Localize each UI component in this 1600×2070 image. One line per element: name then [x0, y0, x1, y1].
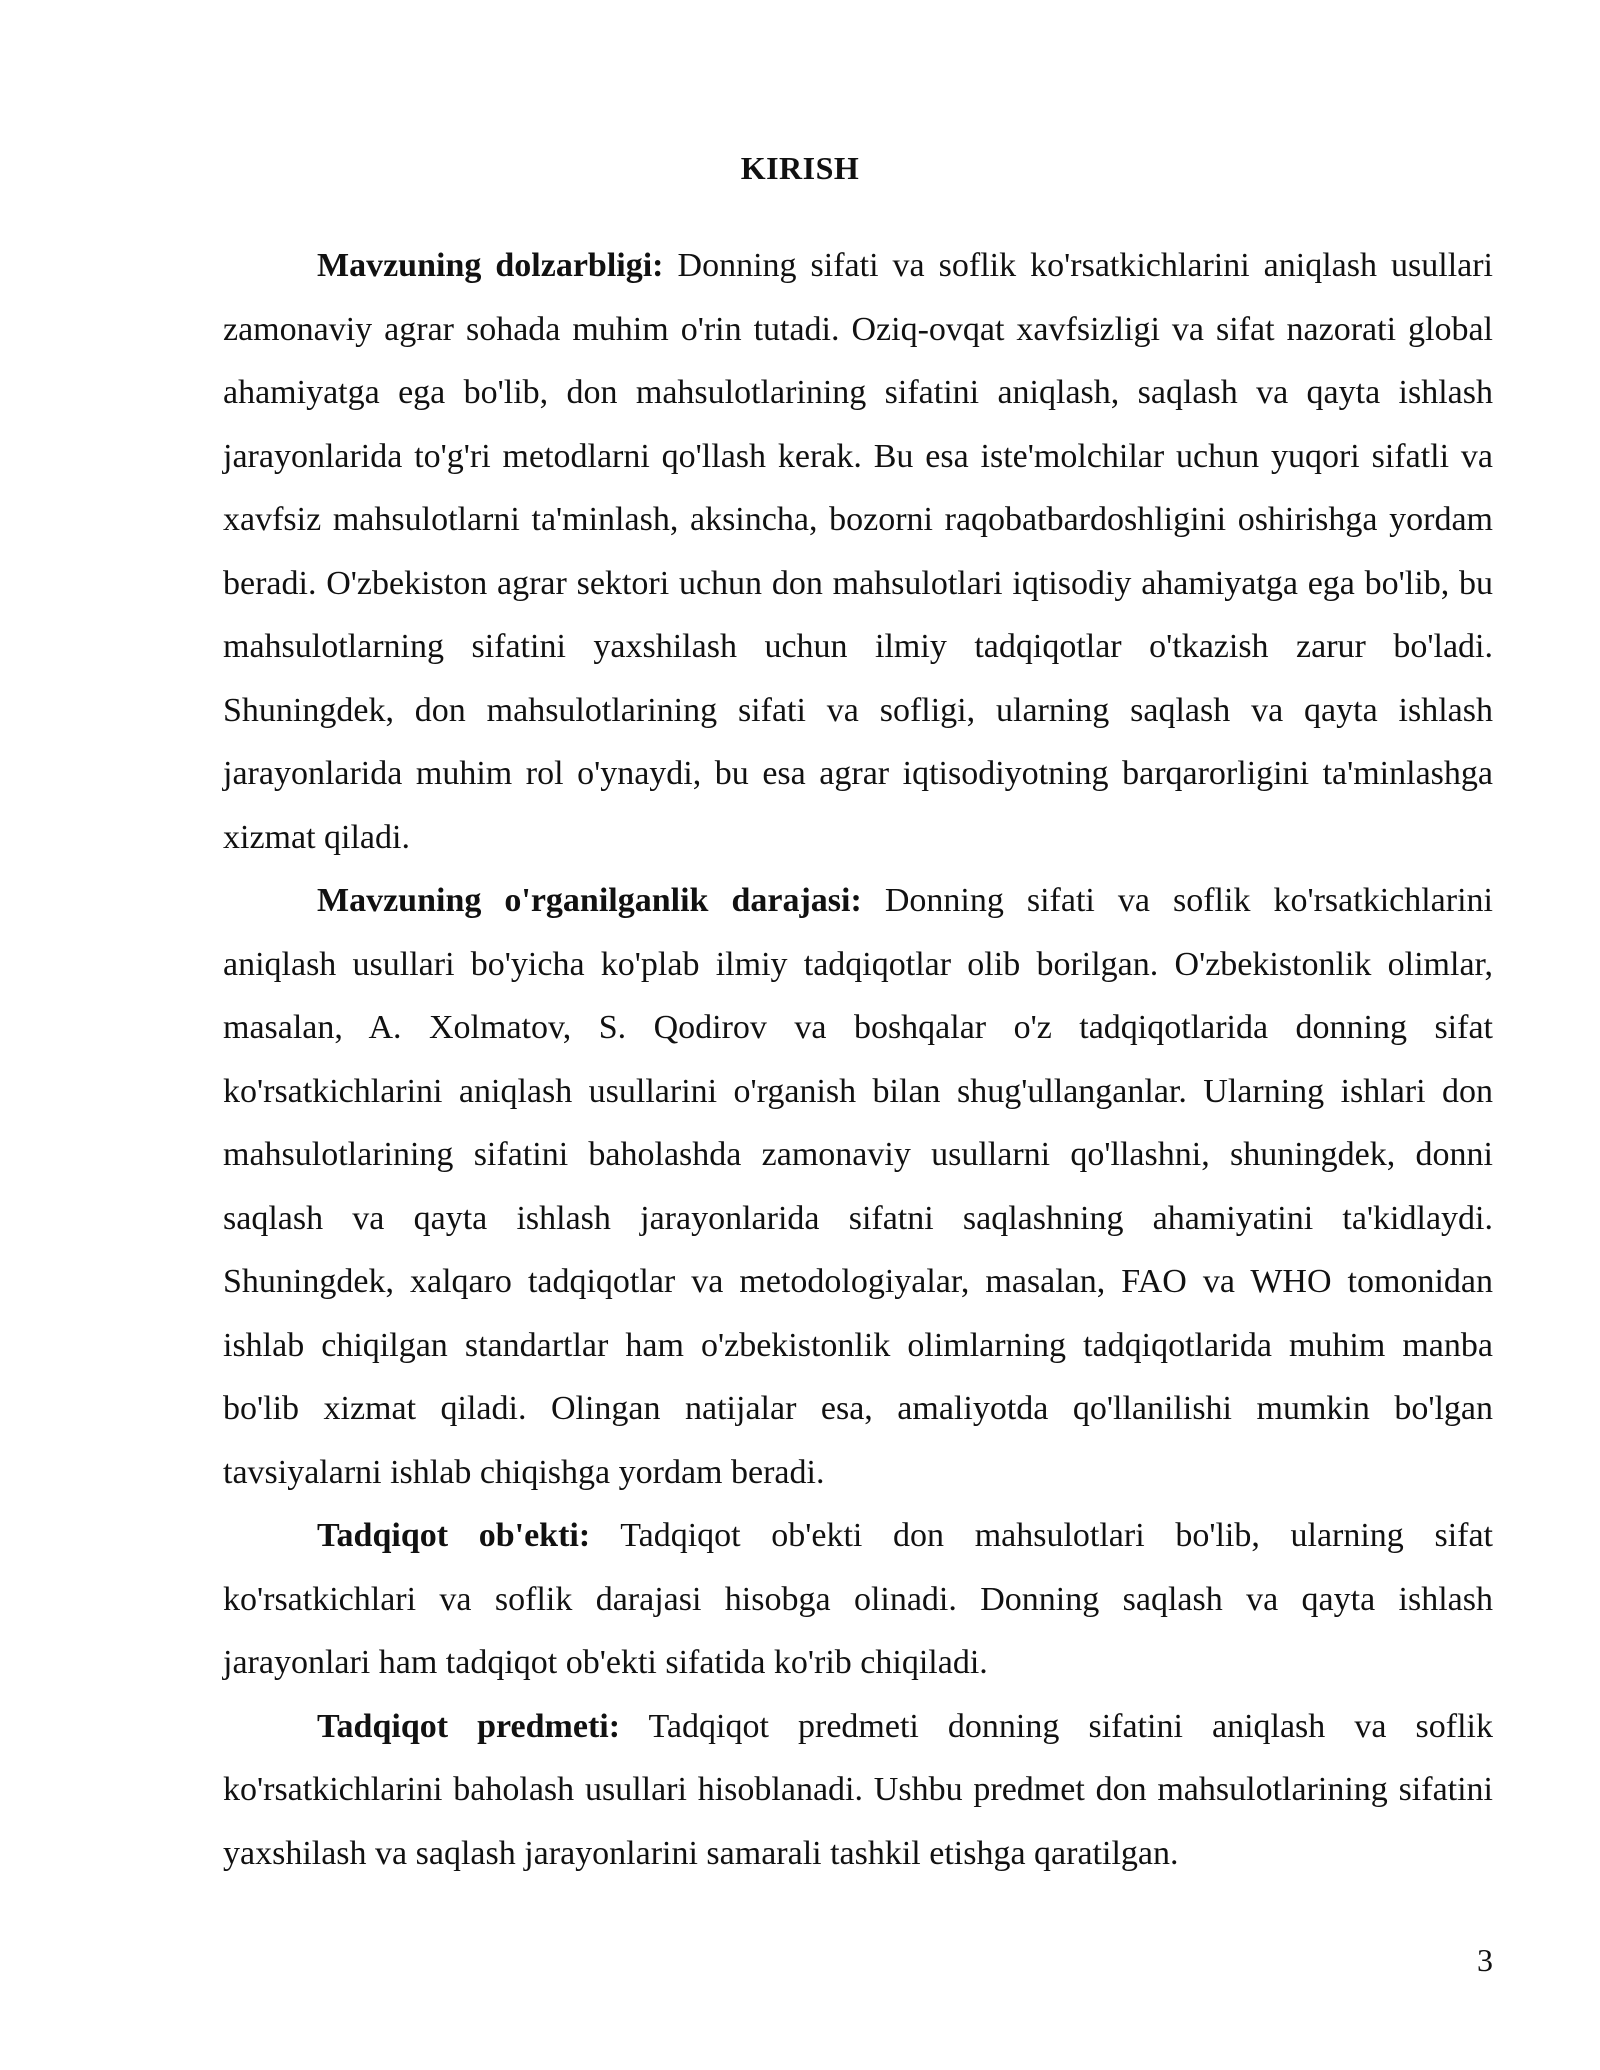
- paragraph-text: Donning sifati va soflik ko'rsatkichlarini aniqlash usullari bo'yicha ko'plab ilmiy tadqiqotlar olib borilgan. O'zbekistonlik olimlar, masalan, A. Xolmatov, S. Qodirov va boshqalar o'z tadqiqotlarida donning sifat ko'rsatkichlarini aniqlash usullarini o'rganish bilan shug'ullanganlar. Ularning ishlari don mahsulotlarining sifatini baholashda zamonaviy usullarni qo'llashni, shuningdek, donni saqlash va qayta ishlash jarayonlarida sifatni saqlashning ahamiyatini ta'kidlaydi. Shuningdek, xalqaro tadqiqotlar va metodologiyalar, masalan, FAO va WHO tomonidan ishlab chiqilgan standartlar ham o'zbekistonlik olimlarning tadqiqotlarida muhim manba bo'lib xizmat qiladi. Olingan natijalar esa, amaliyotda qo'llanilishi mumkin bo'lgan tavsiyalarni ishlab chiqishga yordam beradi.: [223, 882, 1493, 1491]
- paragraph-text: Tadqiqot predmeti donning sifatini aniqlash va soflik ko'rsatkichlarini baholash usullari hisoblanadi. Ushbu predmet don mahsulotlarining sifatini yaxshilash va saqlash jarayonlarini samarali tashkil etishga qaratilgan.: [223, 1707, 1494, 1872]
- document-body: [223, 234, 1493, 1885]
- paragraph-heading: Tadqiqot predmeti:: [317, 1707, 621, 1745]
- paragraph-text: Tadqiqot ob'ekti don mahsulotlari bo'lib, ularning sifat ko'rsatkichlari va soflik darajasi hisobga olinadi. Donning saqlash va qayta ishlash jarayonlari ham tadqiqot ob'ekti sifatida ko'rib chiqiladi.: [223, 1517, 1494, 1681]
- paragraph-heading: Mavzuning o'rganilganlik darajasi:: [317, 882, 862, 919]
- paragraph-text: Donning sifati va soflik ko'rsatkichlarini aniqlash usullari zamonaviy agrar sohada muhim o'rin tutadi. Oziq-ovqat xavfsizligi va sifat nazorati global ahamiyatga ega bo'lib, don mahsulotlarining sifatini aniqlash, saqlash va qayta ishlash jarayonlarida to'g'ri metodlarni qo'llash kerak. Bu esa iste'molchilar uchun yuqori sifatli va xavfsiz mahsulotlarni ta'minlash, aksincha, bozorni raqobatbardoshligini oshirishga yordam beradi. O'zbekiston agrar sektori uchun don mahsulotlari iqtisodiy ahamiyatga ega bo'lib, bu mahsulotlarning sifatini yaxshilash uchun ilmiy tadqiqotlar o'tkazish zarur bo'ladi. Shuningdek, don mahsulotlarining sifati va sofligi, ularning saqlash va qayta ishlash jarayonlarida muhim rol o'ynaydi, bu esa agrar iqtisodiyotning barqarorligini ta'minlashga xizmat qiladi.: [223, 247, 1493, 856]
- paragraph-research-subject: [223, 1695, 1493, 1886]
- page-title: KIRISH: [740, 150, 860, 186]
- paragraph-heading: Tadqiqot ob'ekti:: [317, 1517, 591, 1554]
- page-number: 3: [1477, 1942, 1493, 1978]
- paragraph-heading: Mavzuning dolzarbligi:: [317, 247, 664, 284]
- paragraph-relevance: [223, 234, 1493, 869]
- paragraph-study-level: [223, 869, 1493, 1504]
- paragraph-research-object: [223, 1504, 1493, 1695]
